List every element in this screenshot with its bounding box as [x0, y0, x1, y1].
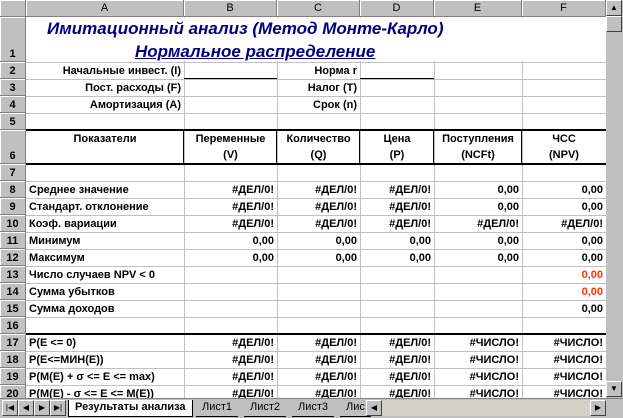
row-header-9[interactable]: 9	[0, 198, 26, 215]
header-quantity: Количество	[286, 133, 351, 145]
row-header-16[interactable]: 16	[0, 317, 26, 334]
row-header-12[interactable]: 12	[0, 249, 26, 266]
cell-value[interactable]: #ДЕЛ/0!	[315, 218, 357, 230]
hscroll-left-icon[interactable]: ◀	[366, 400, 382, 416]
cell-value[interactable]: 0,00	[581, 184, 603, 196]
stat-label: Коэф. вариации	[29, 218, 117, 230]
cell-value[interactable]: #ДЕЛ/0!	[389, 337, 431, 349]
summary-label: Сумма убытков	[29, 286, 115, 298]
stat-label: Минимум	[29, 235, 81, 247]
column-header-d[interactable]: D	[360, 0, 434, 17]
cell-value[interactable]: #ДЕЛ/0!	[389, 371, 431, 383]
cell-value[interactable]: #ДЕЛ/0!	[315, 184, 357, 196]
header-inflows: Поступления	[442, 133, 514, 145]
cell-value[interactable]: #ДЕЛ/0!	[232, 218, 274, 230]
cell-value[interactable]: #ЧИСЛО!	[469, 388, 519, 398]
row-header-11[interactable]: 11	[0, 232, 26, 249]
cell-value[interactable]: 0,00	[409, 235, 431, 247]
prob-label: P(E <= 0)	[29, 337, 77, 349]
cell-value[interactable]: 0,00	[409, 252, 431, 264]
column-header-c[interactable]: C	[277, 0, 360, 17]
cell-value[interactable]: 0,00	[581, 252, 603, 264]
cell-value[interactable]: 0,00	[581, 303, 603, 315]
cell-value[interactable]: #ДЕЛ/0!	[232, 337, 274, 349]
tab-sheet3[interactable]: Лист3	[292, 400, 334, 417]
cell-value[interactable]: 0,00	[497, 252, 519, 264]
cell-value[interactable]: #ДЕЛ/0!	[389, 218, 431, 230]
column-header-a[interactable]: A	[26, 0, 184, 17]
cell-value[interactable]: 0,00	[335, 252, 357, 264]
cell-value[interactable]: #ЧИСЛО!	[553, 388, 603, 398]
row-header-8[interactable]: 8	[0, 181, 26, 198]
cell-value[interactable]: 0,00	[581, 286, 603, 298]
column-header-f[interactable]: F	[522, 0, 606, 17]
row-header-19[interactable]: 19	[0, 368, 26, 385]
sheet-tab-bar	[0, 398, 623, 418]
header-npv-sub: (NPV)	[549, 149, 579, 161]
stat-label: Максимум	[29, 252, 85, 264]
cell-value[interactable]: #ДЕЛ/0!	[389, 354, 431, 366]
prev-sheet-icon[interactable]: ◀	[18, 400, 34, 416]
first-sheet-icon[interactable]: |◀	[2, 400, 18, 416]
header-variable-sub: (V)	[223, 149, 238, 161]
cell-value[interactable]: #ДЕЛ/0!	[232, 354, 274, 366]
header-inflows-sub: (NCFt)	[461, 149, 495, 161]
row-header-3[interactable]: 3	[0, 79, 26, 96]
prob-label: P(M(E) + σ <= E <= max)	[29, 371, 155, 383]
cell-value[interactable]: #ДЕЛ/0!	[561, 218, 603, 230]
header-npv: ЧСС	[552, 133, 576, 145]
horizontal-scrollbar[interactable]	[382, 400, 590, 416]
cell-value[interactable]: #ДЕЛ/0!	[315, 371, 357, 383]
label-fixed-costs: Пост. расходы (F)	[85, 82, 181, 94]
stat-label: Среднее значение	[29, 184, 129, 196]
prob-label: P(M(E) - σ <= E <= M(E))	[29, 388, 154, 398]
cell-value[interactable]: #ДЕЛ/0!	[389, 388, 431, 398]
row-header-10[interactable]: 10	[0, 215, 26, 232]
select-all-corner[interactable]	[0, 0, 26, 17]
label-tax: Налог (T)	[307, 82, 357, 94]
next-sheet-icon[interactable]: ▶	[34, 400, 50, 416]
vertical-scrollbar[interactable]	[606, 0, 623, 398]
cell-value[interactable]: #ДЕЛ/0!	[389, 201, 431, 213]
tab-sheet2[interactable]: Лист2	[244, 400, 286, 417]
cell-value[interactable]: 0,00	[497, 201, 519, 213]
header-price: Цена	[383, 133, 411, 145]
row-header-2[interactable]: 2	[0, 62, 26, 79]
column-header-b[interactable]: B	[184, 0, 277, 17]
input-border	[360, 78, 434, 79]
input-border	[184, 78, 277, 79]
label-rate: Норма r	[314, 65, 357, 77]
cell-value[interactable]: #ЧИСЛО!	[469, 337, 519, 349]
row-header-15[interactable]: 15	[0, 300, 26, 317]
cell-value[interactable]: 0,00	[581, 235, 603, 247]
cell-value[interactable]: #ДЕЛ/0!	[315, 337, 357, 349]
hscroll-right-icon[interactable]: ▶	[590, 400, 606, 416]
cell-value[interactable]: #ЧИСЛО!	[469, 371, 519, 383]
header-bottom-border	[26, 163, 606, 165]
scroll-down-arrow-icon[interactable]: ▼	[606, 381, 622, 397]
row-header-5[interactable]: 5	[0, 113, 26, 130]
label-depreciation: Амортизация (A)	[89, 99, 181, 111]
tab-sheet1[interactable]: Лист1	[196, 400, 238, 417]
row-header-20[interactable]: 20	[0, 385, 26, 398]
cell-value[interactable]: #ДЕЛ/0!	[315, 201, 357, 213]
header-variable: Переменные	[195, 133, 266, 145]
cell-value[interactable]: #ДЕЛ/0!	[389, 184, 431, 196]
gridline	[26, 317, 606, 318]
row-header-17[interactable]: 17	[0, 334, 26, 351]
tab-results[interactable]: Результаты анализа	[68, 400, 193, 417]
sheet-subtitle: Нормальное распределение	[135, 42, 376, 61]
scroll-thumb[interactable]	[606, 16, 622, 32]
summary-label: Сумма доходов	[29, 303, 115, 315]
row-header-1[interactable]: 1	[0, 17, 26, 62]
row-header-13[interactable]: 13	[0, 266, 26, 283]
prob-label: P(E<=МИН(E))	[29, 354, 104, 366]
cell-value[interactable]: 0,00	[252, 235, 274, 247]
label-term: Срок (n)	[313, 99, 357, 111]
cell-value[interactable]: 0,00	[581, 201, 603, 213]
cell-value[interactable]: #ДЕЛ/0!	[232, 184, 274, 196]
row-header-7[interactable]: 7	[0, 164, 26, 181]
cell-value[interactable]: 0,00	[335, 235, 357, 247]
header-price-sub: (P)	[389, 149, 405, 161]
stat-label: Стандарт. отклонение	[29, 201, 149, 213]
header-indicators: Показатели	[73, 133, 137, 145]
gridline	[26, 113, 606, 114]
cell-value[interactable]: #ДЕЛ/0!	[232, 371, 274, 383]
label-initial-inv: Начальные инвест. (I)	[62, 65, 181, 77]
column-header-e[interactable]: E	[434, 0, 522, 17]
row-header-14[interactable]: 14	[0, 283, 26, 300]
cell-value[interactable]: #ЧИСЛО!	[553, 354, 603, 366]
cell-value[interactable]: 0,00	[497, 184, 519, 196]
cell-value[interactable]: 0,00	[497, 235, 519, 247]
cell-value[interactable]: #ДЕЛ/0!	[315, 354, 357, 366]
header-quantity-sub: (Q)	[310, 149, 327, 161]
cell-value[interactable]: #ДЕЛ/0!	[232, 388, 274, 398]
tab-sheet4[interactable]: Лис	[340, 400, 371, 417]
last-sheet-icon[interactable]: ▶|	[50, 400, 66, 416]
cell-value[interactable]: #ДЕЛ/0!	[477, 218, 519, 230]
cell-value[interactable]: 0,00	[252, 252, 274, 264]
cell-value[interactable]: #ЧИСЛО!	[553, 371, 603, 383]
scroll-up-arrow-icon[interactable]: ▲	[606, 0, 622, 16]
summary-label: Число случаев NPV < 0	[29, 269, 156, 281]
sheet-title: Имитационный анализ (Метод Монте-Карло)	[47, 19, 444, 38]
row-header-6[interactable]: 6	[0, 130, 26, 164]
cell-value[interactable]: #ДЕЛ/0!	[315, 388, 357, 398]
cell-value[interactable]: #ДЕЛ/0!	[232, 201, 274, 213]
cell-value[interactable]: 0,00	[581, 269, 603, 281]
cell-value[interactable]: #ЧИСЛО!	[469, 354, 519, 366]
row-header-4[interactable]: 4	[0, 96, 26, 113]
row-header-18[interactable]: 18	[0, 351, 26, 368]
cell-value[interactable]: #ЧИСЛО!	[553, 337, 603, 349]
